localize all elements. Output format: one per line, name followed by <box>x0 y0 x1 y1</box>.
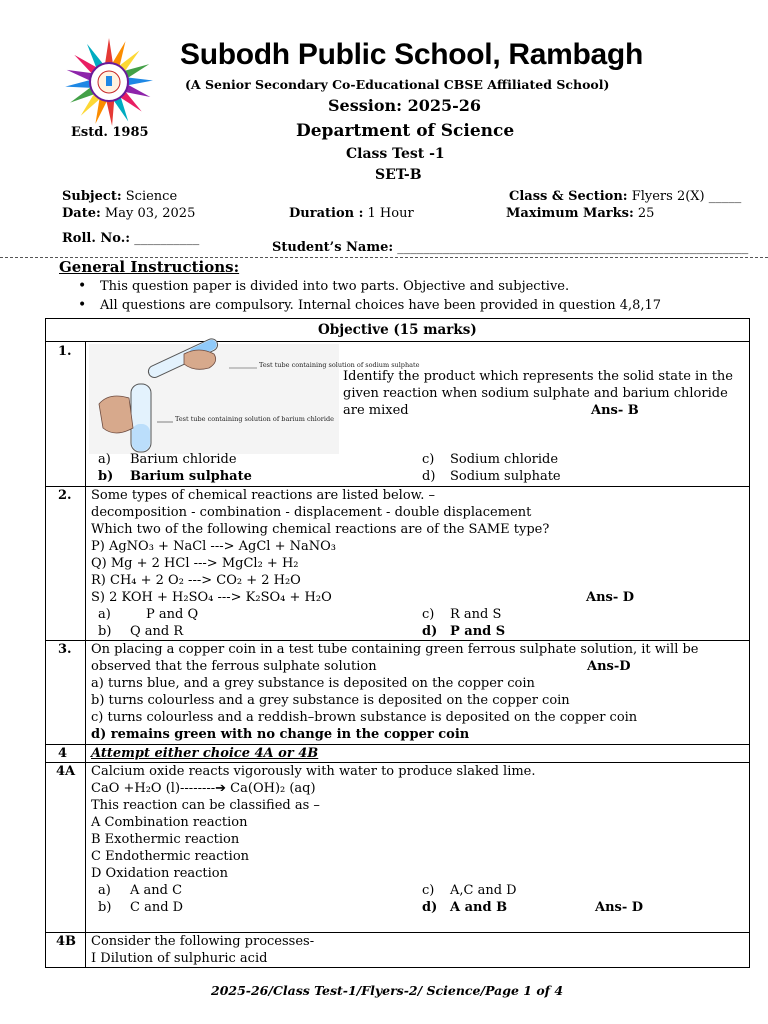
class-section-field: Class & Section: Flyers 2(X) _____ <box>509 189 742 204</box>
option-key: d) <box>422 900 438 915</box>
option-text: c) turns colourless and a reddish–brown substance is deposited on the copper coin <box>91 710 638 725</box>
question-number: 1. <box>58 344 72 359</box>
option-text: Sodium chloride <box>450 452 559 467</box>
option-key: b) <box>98 469 114 484</box>
question-number: 4A <box>56 764 76 779</box>
answer-key: Ans- D <box>586 590 635 605</box>
instructions-list <box>78 277 661 315</box>
set-label: SET-B <box>375 167 422 183</box>
school-name: Subodh Public School, Rambagh <box>180 38 643 71</box>
option-text: a) turns blue, and a grey substance is deposited on the copper coin <box>91 676 535 691</box>
figure-label-line: Test tube containing solution of barium chloride <box>175 415 334 423</box>
reaction-line: R) CH₄ + 2 O₂ ---> CO₂ + 2 H₂O <box>91 573 301 588</box>
row-divider <box>46 762 749 763</box>
established-year: Estd. 1985 <box>71 125 149 140</box>
row-divider <box>46 744 749 745</box>
statement-item: D Oxidation reaction <box>91 866 229 881</box>
option-text: C and D <box>130 900 184 915</box>
reaction-line: S) 2 KOH + H₂SO₄ ---> K₂SO₄ + H₂O <box>91 590 332 605</box>
date-field: Date: May 03, 2025 <box>62 206 196 221</box>
roll-number-field[interactable]: Roll. No.: __________ <box>62 231 200 246</box>
option-text: Sodium sulphate <box>450 469 561 484</box>
row-divider <box>46 932 749 933</box>
duration-field: Duration : 1 Hour <box>289 206 414 221</box>
option-key: b) <box>98 624 112 639</box>
figure-label <box>175 415 334 423</box>
question-text: Which two of the following chemical reactions are of the SAME type? <box>91 522 550 537</box>
answer-key: Ans-D <box>587 659 631 674</box>
maximum-marks-field: Maximum Marks: 25 <box>506 206 655 221</box>
reaction-line: P) AgNO₃ + NaCl ---> AgCl + NaNO₃ <box>91 539 336 554</box>
option-text: Barium chloride <box>130 452 237 467</box>
option-text: A,C and D <box>450 883 517 898</box>
subject-field: Subject: Science <box>62 189 178 204</box>
option-key: a) <box>98 452 111 467</box>
question-text: This reaction can be classified as – <box>91 798 320 813</box>
option-key: b) <box>98 900 112 915</box>
figure-label-line: Test tube containing solution of sodium sulphate <box>259 361 420 369</box>
question-text: decomposition - combination - displacement - double displacement <box>91 505 532 520</box>
reaction-line: Q) Mg + 2 HCl ---> MgCl₂ + H₂ <box>91 556 299 571</box>
option-key: d) <box>422 624 438 639</box>
option-key: c) <box>422 452 435 467</box>
department-title: Department of Science <box>296 121 515 141</box>
option-text: A and C <box>130 883 183 898</box>
statement-item: A Combination reaction <box>91 815 248 830</box>
option-text: P and S <box>450 624 506 639</box>
question-text: observed that the ferrous sulphate solution <box>91 659 377 674</box>
option-text: Barium sulphate <box>130 469 252 484</box>
option-key: c) <box>422 607 435 622</box>
option-text: Q and R <box>130 624 184 639</box>
school-logo <box>62 36 156 128</box>
student-name-field[interactable]: Student’s Name: ______________________________________________________ <box>272 240 749 255</box>
option-key: d) <box>422 469 436 484</box>
row-divider <box>46 640 749 641</box>
question-text: On placing a copper coin in a test tube containing green ferrous sulphate solution, it will be <box>91 642 699 657</box>
question-table <box>45 318 750 968</box>
option-text: d) remains green with no change in the copper coin <box>91 727 470 742</box>
page-footer: 2025-26/Class Test-1/Flyers-2/ Science/Page 1 of 4 <box>211 983 564 998</box>
school-affiliation: (A Senior Secondary Co-Educational CBSE Affiliated School) <box>185 77 610 92</box>
option-text: b) turns colourless and a grey substance is deposited on the copper coin <box>91 693 570 708</box>
statement-item: C Endothermic reaction <box>91 849 250 864</box>
option-key: c) <box>422 883 435 898</box>
choice-instruction: Attempt either choice 4A or 4B <box>91 746 319 761</box>
question-text: are mixed <box>343 403 409 418</box>
reaction-line: CaO +H₂O (l)--------➔ Ca(OH)₂ (aq) <box>91 781 316 796</box>
section-title: Objective (15 marks) <box>318 322 477 338</box>
option-text: R and S <box>450 607 502 622</box>
question-text: I Dilution of sulphuric acid <box>91 951 268 966</box>
question-text: given reaction when sodium sulphate and barium chloride <box>343 386 728 401</box>
question-text: Calcium oxide reacts vigorously with water to produce slaked lime. <box>91 764 536 779</box>
question-number: 4B <box>56 934 77 949</box>
test-title: Class Test -1 <box>346 146 445 162</box>
statement-item: B Exothermic reaction <box>91 832 240 847</box>
row-divider <box>46 341 749 342</box>
question-text: Some types of chemical reactions are listed below. – <box>91 488 436 503</box>
instruction-item: • This question paper is divided into two parts. Objective and subjective. <box>78 277 661 296</box>
option-text: A and B <box>450 900 508 915</box>
instructions-title: General Instructions: <box>59 258 240 276</box>
option-key: a) <box>98 883 111 898</box>
question-text: Consider the following processes- <box>91 934 315 949</box>
row-divider <box>46 486 749 487</box>
question-number: 2. <box>58 488 72 503</box>
question-text: Identify the product which represents the solid state in the <box>343 369 733 384</box>
instruction-item: • All questions are compulsory. Internal choices have been provided in question 4,8,17 <box>78 296 661 315</box>
question-number: 3. <box>58 642 72 657</box>
option-key: a) <box>98 607 111 622</box>
session: Session: 2025-26 <box>328 96 482 115</box>
column-divider <box>85 341 86 968</box>
option-text: P and Q <box>146 607 199 622</box>
figure-label <box>259 361 420 369</box>
answer-key: Ans- D <box>595 900 644 915</box>
answer-key: Ans- B <box>591 403 639 418</box>
question-number: 4 <box>58 746 68 761</box>
